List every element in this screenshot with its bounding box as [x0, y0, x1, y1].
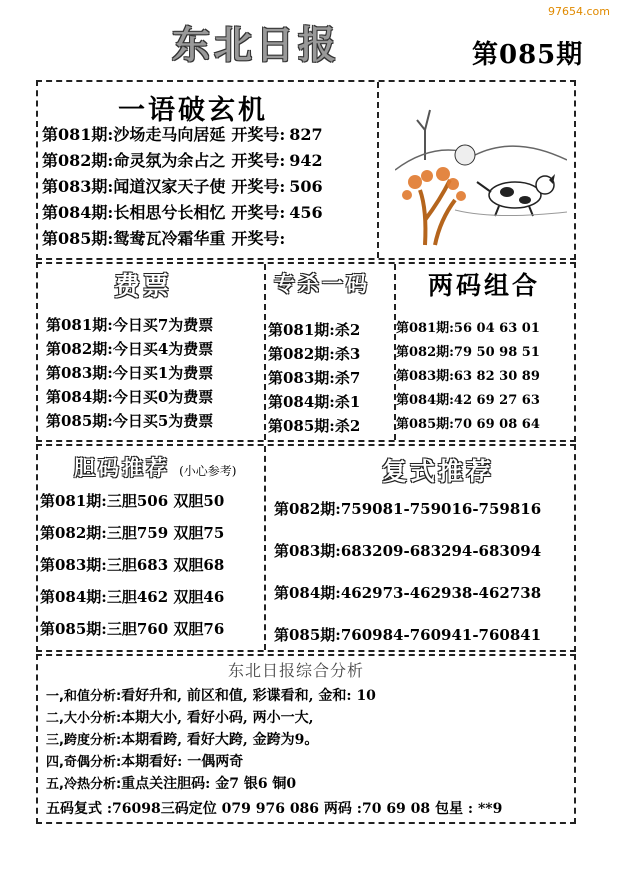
kill-one-title: 专杀一码: [274, 271, 370, 296]
analysis-row: [46, 730, 318, 751]
riddle-text: 长相思兮长相忆: [113, 203, 226, 222]
free-ticket-row: 第083期:今日买1为费票: [46, 364, 214, 382]
bold-code-title-wrap: [74, 452, 236, 482]
compound-row: 第085期:760984-760941-760841: [274, 626, 542, 644]
kill-one-row: 第081期:杀2: [268, 321, 361, 339]
analysis-label: 跨度分析:: [63, 733, 122, 748]
riddle-text: 鸳鸯瓦冷霜华重: [113, 229, 226, 248]
kill-one-row: 第084期:杀1: [268, 393, 361, 411]
draw-number: 942: [289, 151, 323, 170]
two-code-row: 第081期:56 04 63 01: [396, 321, 540, 336]
divider-free-kill: [264, 264, 266, 440]
analysis-text: 本期大小, 看好小码, 两小一大,: [121, 710, 314, 726]
free-ticket-row: 第081期:今日买7为费票: [46, 316, 214, 334]
bold-code-row: 第084期:三胆462 双胆46: [40, 588, 225, 606]
draw-label: 开奖号:: [231, 125, 286, 144]
analysis-index: 五,: [46, 777, 64, 792]
dog-icon: [477, 174, 555, 216]
riddle-period: 第083期:: [42, 177, 114, 196]
analysis-label: 和值分析:: [63, 689, 122, 704]
kill-one-row: 第085期:杀2: [268, 417, 361, 435]
analysis-row: [46, 686, 376, 707]
bold-code-title: 胆码推荐: [74, 455, 170, 480]
analysis-label: 奇偶分析:: [63, 755, 122, 770]
newspaper-title: 东北日报: [172, 22, 341, 67]
analysis-text: 重点关注胆码: 金7 银6 铜0: [121, 776, 297, 792]
draw-number: 506: [289, 177, 323, 196]
analysis-title: 东北日报综合分析: [228, 661, 365, 680]
analysis-index: 四,: [46, 755, 64, 770]
riddle-row: [42, 178, 323, 196]
analysis-row: [46, 708, 314, 729]
riddle-period: 第082期:: [42, 151, 114, 170]
analysis-text: 本期看跨, 看好大跨, 金跨为9。: [121, 732, 319, 748]
free-ticket-row: 第082期:今日买4为费票: [46, 340, 214, 358]
riddle-title: 一语破玄机: [118, 95, 268, 126]
riddle-text: 闻道汉家天子使: [113, 177, 226, 196]
riddle-period: 第084期:: [42, 203, 114, 222]
analysis-footer: 五码复式 :76098三码定位 079 976 086 两码 :70 69 08 包星 : **9: [46, 801, 503, 817]
draw-number: 456: [289, 203, 323, 222]
analysis-label: 大小分析:: [63, 711, 122, 726]
draw-label: 开奖号:: [231, 151, 286, 170]
analysis-text: 本期看好: 一偶两奇: [121, 754, 244, 770]
draw-label: 开奖号:: [231, 203, 286, 222]
kill-one-row: 第082期:杀3: [268, 345, 361, 363]
riddle-row: [42, 230, 289, 248]
bold-code-note: (小心参考): [179, 464, 237, 478]
analysis-index: 三,: [46, 733, 64, 748]
bold-code-row: 第082期:三胆759 双胆75: [40, 524, 225, 542]
riddle-period: 第081期:: [42, 125, 114, 144]
free-ticket-row: 第084期:今日买0为费票: [46, 388, 214, 406]
compound-title: 复式推荐: [382, 457, 495, 486]
free-ticket-row: 第085期:今日买5为费票: [46, 412, 214, 430]
analysis-index: 二,: [46, 711, 64, 726]
riddle-text: 沙场走马向居延: [113, 125, 226, 144]
two-code-row: 第085期:70 69 08 64: [396, 417, 540, 432]
riddle-period: 第085期:: [42, 229, 114, 248]
issue-number: 第085期: [472, 40, 584, 70]
riddle-divider: [377, 82, 379, 258]
riddle-text: 命灵氛为余占之: [113, 151, 226, 170]
dog-tree-illustration: [395, 100, 567, 250]
riddle-row: [42, 204, 323, 222]
free-ticket-title: 费票: [114, 272, 173, 302]
divider-bold-compound: [264, 446, 266, 650]
site-watermark: 97654.com: [548, 5, 610, 18]
analysis-row: [46, 752, 243, 773]
analysis-index: 一,: [46, 689, 64, 704]
draw-number: 827: [289, 125, 323, 144]
two-code-row: 第082期:79 50 98 51: [396, 345, 540, 360]
riddle-row: [42, 126, 323, 144]
two-code-title: 两码组合: [428, 271, 541, 300]
riddle-row: [42, 152, 323, 170]
compound-row: 第082期:759081-759016-759816: [274, 500, 542, 518]
analysis-label: 冷热分析:: [63, 777, 122, 792]
bold-code-row: 第083期:三胆683 双胆68: [40, 556, 225, 574]
compound-row: 第084期:462973-462938-462738: [274, 584, 542, 602]
draw-label: 开奖号:: [231, 229, 286, 248]
two-code-row: 第084期:42 69 27 63: [396, 393, 540, 408]
analysis-text: 看好升和, 前区和值, 彩谍看和, 金和: 10: [121, 688, 376, 704]
bold-code-row: 第085期:三胆760 双胆76: [40, 620, 225, 638]
two-code-row: 第083期:63 82 30 89: [396, 369, 540, 384]
bold-code-row: 第081期:三胆506 双胆50: [40, 492, 225, 510]
analysis-row: [46, 774, 296, 795]
kill-one-row: 第083期:杀7: [268, 369, 361, 387]
compound-row: 第083期:683209-683294-683094: [274, 542, 542, 560]
draw-label: 开奖号:: [231, 177, 286, 196]
